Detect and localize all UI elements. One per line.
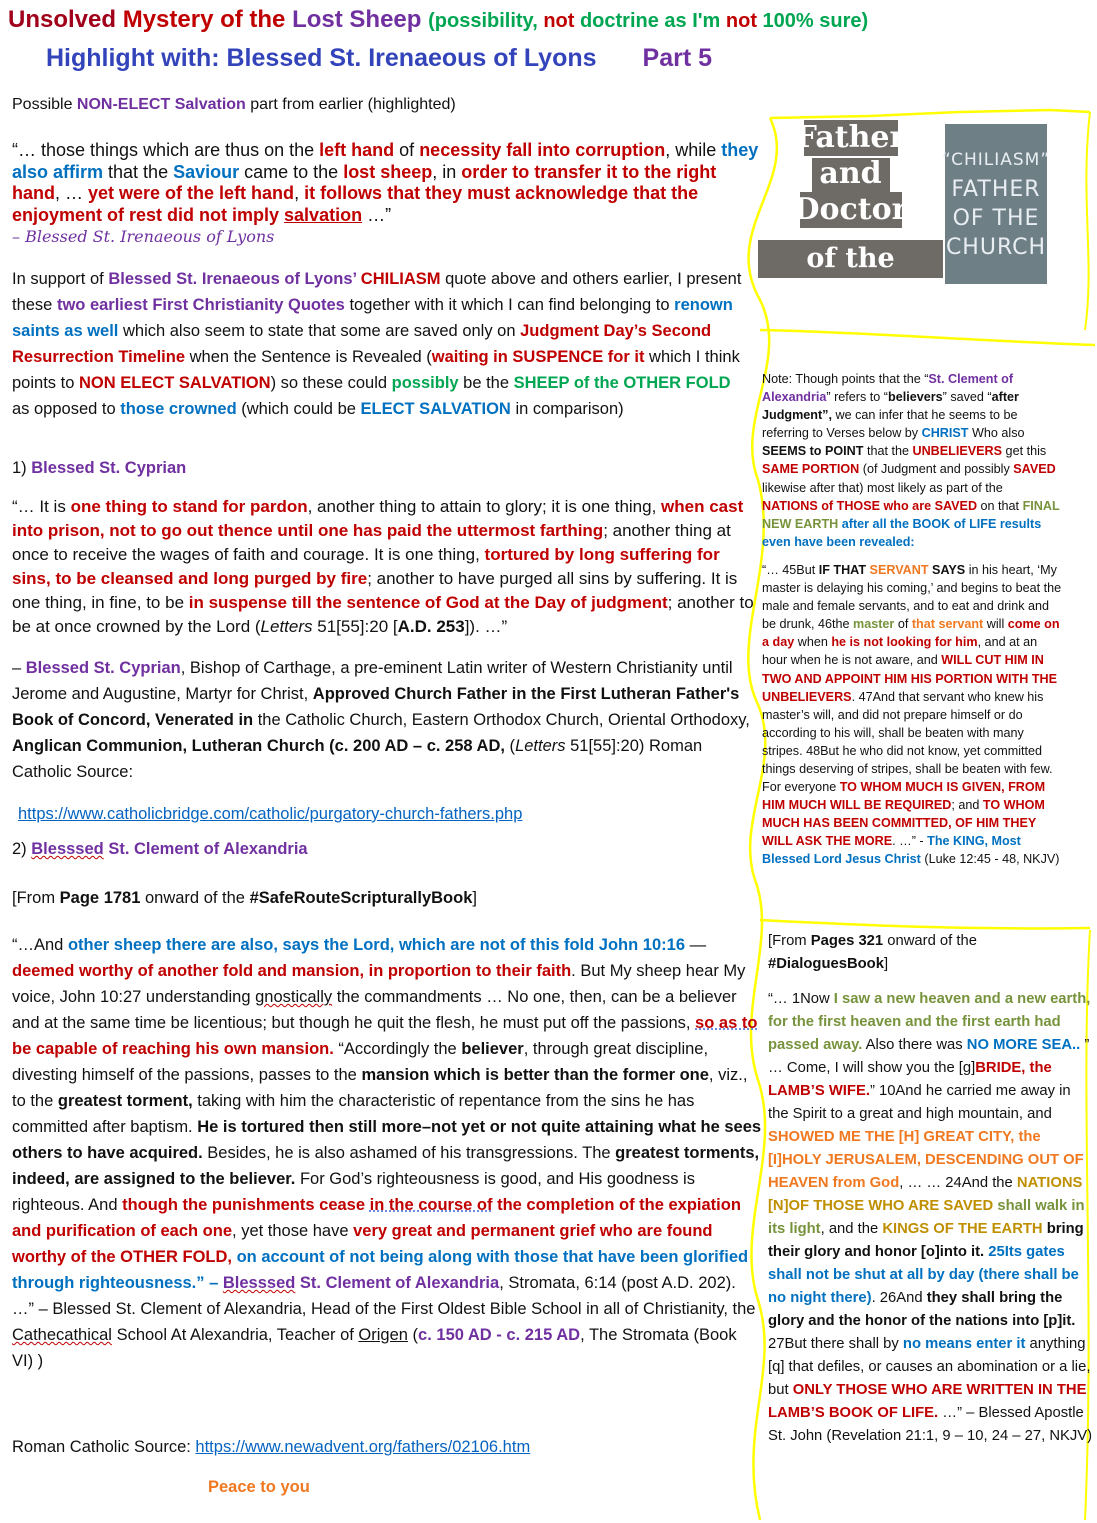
text: together with it which I can find belonging to	[344, 296, 675, 314]
text: , and at an hour when he is not aware, and	[762, 635, 1038, 668]
text: ) so these could	[270, 374, 392, 392]
text: Saviour	[173, 161, 240, 182]
text: Note: Though points that the “	[762, 372, 929, 386]
text: 1)	[12, 459, 32, 477]
text: , another thing to attain to glory; it is one thing,	[307, 497, 662, 516]
text: master	[853, 617, 895, 632]
text: be capable of reaching his own mansion.	[12, 1040, 334, 1058]
text: . 26And	[871, 1290, 927, 1306]
text: 51[55]:20 [	[312, 617, 398, 636]
text: St. Clement of Alexandria	[762, 372, 1014, 405]
text: Origen	[358, 1326, 408, 1344]
text: that the	[863, 444, 913, 459]
text: 25Its gates shall not be shut at all by day (there shall be no night there)	[768, 1244, 1079, 1306]
side-note-luke	[762, 370, 1062, 869]
text: very great and permanent grief who are found worthy of the OTHER FOLD,	[12, 1222, 713, 1266]
text: , yet those have	[232, 1222, 354, 1240]
text: two earliest First Christianity Quotes	[56, 296, 345, 314]
text: in his heart, ‘My master is delaying his coming,’ and begins to beat the male and female servants, and to eat and drink and be drunk, 46the	[762, 562, 1062, 632]
text: I saw a new heaven and a new earth, for the first heaven and the first earth had passed away.	[768, 991, 1091, 1053]
text: in the course of	[369, 1196, 493, 1214]
text: came to the	[239, 161, 344, 182]
text: NATIONS of THOSE who are SAVED	[762, 498, 978, 513]
text: Besides, he is also ashamed of his transgressions. The	[202, 1144, 616, 1162]
text: SAVED	[1013, 462, 1056, 477]
text: in comparison)	[510, 400, 624, 418]
text: left hand	[319, 140, 395, 160]
text: SAME PORTION	[762, 462, 860, 477]
text: lost sheep	[343, 161, 433, 182]
text: (Luke 12:45 - 48, NKJV)	[920, 852, 1060, 867]
text: one thing to stand for pardon	[70, 497, 308, 516]
text: on account of not being along with those that have been glorified through righteousness.	[12, 1248, 749, 1292]
text: NATIONS [N]OF THOSE WHO ARE SAVED	[768, 1175, 1083, 1214]
text: School At Alexandria, Teacher of	[111, 1326, 359, 1344]
text: TO WHOM MUCH HAS BEEN COMMITTED, OF HIM THEY WILL ASK THE MORE	[762, 798, 1045, 849]
text: get this	[1002, 444, 1047, 459]
text: it follows that they must acknowledge that the enjoyment of rest did not imply	[12, 183, 699, 225]
text: of	[394, 140, 420, 160]
text: ” 10And he carried me away in the Spirit to a great and high mountain, and	[768, 1083, 1071, 1122]
text: , and the	[820, 1221, 883, 1237]
text: , Bishop of Carthage, a pre-eminent Latin writer of Western Christianity until Jerome and Augustine, Martyr for Christ,	[12, 659, 733, 703]
text: A.D. 253	[397, 617, 465, 636]
text: they also affirm	[12, 140, 759, 182]
support-paragraph	[12, 266, 752, 422]
text: SEEMS to POINT	[762, 444, 864, 459]
text: believers	[888, 390, 943, 405]
text: ” –	[196, 1274, 223, 1292]
text: which also seem to state that some are saved only on	[118, 322, 521, 340]
cyprian-heading	[12, 455, 757, 481]
text: #DialoguesBook	[768, 956, 884, 972]
text: ; and	[951, 798, 983, 813]
text: Blessed St. Cyprian	[31, 459, 187, 477]
text: the completion of the expiation and purification of each one	[12, 1196, 741, 1240]
text: (	[407, 1326, 419, 1344]
text: ]). …”	[464, 617, 508, 636]
text: The KING, Most Blessed Lord Jesus Christ	[762, 834, 1021, 867]
text: Who also	[968, 426, 1025, 441]
text: “Accordingly the	[333, 1040, 462, 1058]
chiliasm-father-image	[941, 124, 1051, 284]
text: (which could be	[236, 400, 361, 418]
text: —	[685, 936, 707, 954]
text: mansion which is better than the former one	[361, 1066, 709, 1084]
clement-source-link[interactable]: https://www.newadvent.org/fathers/02106.htm	[195, 1438, 531, 1456]
text: , viz., to the	[12, 1066, 748, 1110]
text: bring their glory and honor [o]into it.	[768, 1221, 1084, 1260]
text: other sheep there are also, says the Lord, which are not of this fold John 10:16	[67, 936, 685, 954]
text: Blessed St. Cyprian	[25, 659, 181, 677]
text: that the	[103, 161, 174, 182]
text: NO MORE SEA..	[966, 1037, 1081, 1053]
title-part: doctrine as I'm	[579, 10, 726, 32]
text: after Judgment”,	[762, 390, 1019, 423]
text: He is tortured then still more–not yet or not quite attaining what he sees others to have acquired.	[12, 1118, 762, 1162]
text: UNBELIEVERS	[912, 444, 1003, 459]
title-part: 100% sure)	[762, 10, 869, 32]
text: For God’s righteousness is good, and His goodness is righteous. And	[12, 1170, 695, 1214]
text: “… It is	[12, 497, 71, 516]
text: NON-ELECT Salvation	[76, 96, 246, 113]
text: Blesssed	[31, 840, 104, 858]
text: yet were of the left hand	[88, 183, 295, 203]
text: of	[894, 617, 912, 632]
clement-from-line	[12, 885, 757, 911]
title-part: Mystery of the	[122, 6, 293, 33]
text: deemed worthy of another fold and mansion, in proportion to their faith	[12, 962, 572, 980]
text: SAYS	[928, 562, 966, 577]
text: . 47And that servant who knew his master’s will, and did not prepare himself or do according to his will, shall be beaten with many stripes. 48But he who did not know, yet committed things deserving of stripes, shall be beaten with few. For everyone	[762, 689, 1053, 795]
text: SERVANT	[869, 562, 929, 577]
text: …”	[362, 204, 392, 225]
text: shall walk in its light	[768, 1198, 1085, 1237]
text: St. Clement of Alexandria	[103, 840, 308, 858]
title-line-1	[8, 6, 868, 34]
text: we can infer that he seems to be referring to Verses below by	[762, 408, 1018, 441]
title-part-number: Part 5	[642, 44, 712, 72]
title-line-2	[46, 44, 712, 73]
image-word: CHURCH	[945, 235, 1047, 260]
text: as opposed to	[12, 400, 121, 418]
text: though the punishments cease	[122, 1196, 370, 1214]
text: St. Clement of Alexandria	[295, 1274, 500, 1292]
side-revelation	[768, 930, 1093, 1448]
text: the Catholic Church, Eastern Orthodox Church, Oriental Orthodoxy,	[253, 711, 750, 729]
text: , Stromata, 6:14 (post A.D. 202). …” – Blessed St. Clement of Alexandria, Head of the First Oldest Bible School in all of Christianity, the	[12, 1274, 756, 1318]
text: ]	[472, 889, 477, 907]
text: those crowned	[120, 400, 237, 418]
text: order to transfer it to the right hand	[12, 161, 717, 203]
quote-attribution: – Blessed St. Irenaeous of Lyons	[12, 227, 275, 246]
text: , while	[665, 140, 722, 160]
image-word: “CHILIASM”	[941, 150, 1051, 170]
text: that servant	[911, 617, 984, 632]
text: Page 1781	[59, 889, 141, 907]
text: waiting in SUSPENCE for it	[431, 348, 645, 366]
text: WILL CUT HIM IN TWO AND APPOINT HIM HIS PORTION WITH THE UNBELIEVERS	[762, 653, 1058, 704]
image-word: of the Church	[794, 243, 907, 336]
father-doctor-image	[758, 120, 943, 336]
text: BOOK of LIFE results even have been revealed:	[762, 516, 1042, 549]
text: [From	[768, 933, 811, 949]
text: the commandments … No one, then, can be a believer and at the same time be licentious; but though he quit the flesh, he must put off the passions,	[12, 988, 737, 1032]
text: Also there was	[862, 1037, 967, 1053]
text: believer	[461, 1040, 524, 1058]
intro-line	[12, 92, 757, 118]
text: , The Stromata (Book VI) )	[12, 1326, 737, 1370]
text: SHOWED ME THE [H] GREAT CITY, the [I]HOLY JERUSALEM, DESCENDING OUT OF HEAVEN from God	[768, 1129, 1084, 1191]
divider-line-top	[770, 110, 1090, 118]
text: Possible	[12, 96, 77, 113]
divider-line-lower	[760, 920, 1090, 928]
text: #SafeRouteScripturallyBook	[249, 889, 473, 907]
text: when	[794, 635, 832, 650]
text: Blessed St. Irenaeous of Lyons’	[108, 270, 361, 288]
text: in suspense till the sentence of God at the Day of judgment	[188, 593, 668, 612]
text: possibly	[391, 374, 459, 392]
text: (	[504, 737, 516, 755]
text: 51[55]:20) Roman Catholic Source:	[12, 737, 703, 781]
text: when cast into prison, not to go out thence until one has paid the uttermost farthing	[12, 497, 744, 540]
text: ” refers to “	[826, 390, 888, 405]
text: , …	[55, 183, 89, 203]
text: Pages 321	[810, 933, 884, 949]
text: onward of the	[140, 889, 250, 907]
text: KINGS OF THE EARTH	[882, 1221, 1043, 1237]
text: ” saved “	[942, 390, 992, 405]
image-word: FATHER	[951, 177, 1041, 202]
text: (of Judgment and possibly	[859, 462, 1014, 477]
text: ONLY THOSE WHO ARE WRITTEN IN THE LAMB’S BOOK OF LIFE.	[768, 1382, 1087, 1421]
text: BRIDE, the LAMB’S WIFE.	[768, 1060, 1052, 1099]
text: FINAL NEW EARTH	[762, 498, 1060, 531]
text: no means enter it	[902, 1336, 1026, 1352]
text: come on a day	[762, 617, 1060, 650]
text: Roman Catholic Source:	[12, 1438, 196, 1456]
text: taking with him the characteristic of repentance from the sins he has committed after baptism.	[12, 1092, 695, 1136]
text: tortured by long suffering for sins, to be cleansed and long purged by fire	[12, 545, 720, 588]
text: so as to	[695, 1014, 758, 1032]
text: [From	[12, 889, 60, 907]
text: Approved Church Father in the First Lutheran Father's Book of Concord, Venerated in	[12, 685, 740, 729]
text: “… those things which are thus on the	[12, 140, 320, 160]
text: anything [q] that defiles, or causes an abomination or a lie, but	[768, 1336, 1091, 1398]
text: In support of	[12, 270, 109, 288]
title-part: Lost Sheep	[292, 6, 429, 33]
text: be the	[458, 374, 514, 392]
text: . …” -	[892, 834, 928, 849]
text: greatest torments, indeed, are assigned to the believer.	[12, 1144, 760, 1188]
text: quote above and others earlier, I present these	[12, 270, 742, 314]
image-word: Father	[795, 120, 906, 155]
text: c. 150 AD - c. 215 AD	[418, 1326, 581, 1344]
text: when the Sentence is Revealed (	[185, 348, 432, 366]
text: ]	[883, 956, 889, 972]
text: he is not looking for him	[831, 635, 978, 650]
text: will	[983, 617, 1008, 632]
text: CHRIST	[921, 426, 969, 441]
text: 27But there shall by	[768, 1336, 903, 1352]
irenaeus-quote	[12, 140, 760, 248]
text: Judgment Day’s Second Resurrection Timeline	[12, 322, 712, 366]
text: NON ELECT SALVATION	[78, 374, 271, 392]
text: IF THAT	[818, 562, 870, 577]
cyprian-attribution	[12, 655, 764, 785]
text: which I think points to	[12, 348, 740, 392]
text: ; another to be at once crowned by the Lord (	[12, 593, 754, 636]
text: CHILIASM	[360, 270, 441, 288]
text: ; another to have purged all sins by suffering. It is one thing, in fine, to be	[12, 569, 738, 612]
title-part: (possibility,	[428, 10, 544, 32]
cyprian-source-row	[18, 801, 763, 827]
text: –	[12, 659, 26, 677]
cyprian-source-link[interactable]: https://www.catholicbridge.com/catholic/purgatory-church-fathers.php	[18, 805, 523, 823]
text: renown saints as well	[12, 296, 733, 340]
text: Cathecathical	[12, 1326, 112, 1344]
text: ELECT SALVATION	[360, 400, 511, 418]
text: onward of the	[883, 933, 977, 949]
text: gnostically	[255, 988, 333, 1006]
clement-quote	[12, 932, 762, 1374]
text: . But My sheep hear My voice, John 10:27 understanding	[12, 962, 746, 1006]
text: ” … Come, I will show you the [g]	[768, 1037, 1090, 1076]
text: , in	[432, 161, 462, 182]
cyprian-quote	[12, 495, 760, 639]
text: “… 45But	[762, 562, 819, 577]
text: Letters	[515, 737, 566, 755]
title-part: not	[543, 10, 580, 32]
text: part from earlier (highlighted)	[245, 96, 456, 113]
text: after all the	[838, 516, 913, 531]
text: likewise after that) most likely as part of the	[762, 480, 1003, 495]
text: “… 1Now	[768, 991, 834, 1007]
text: , … … 24And the	[899, 1175, 1017, 1191]
title-highlight: Highlight with: Blessed St. Irenaeous of Lyons	[46, 44, 597, 72]
clement-heading	[12, 836, 757, 862]
text: TO WHOM MUCH IS GIVEN, FROM HIM MUCH WILL BE REQUIRED	[762, 780, 1046, 813]
image-word: OF THE	[952, 206, 1040, 231]
text: Blesssed	[222, 1274, 296, 1292]
text: necessity fall into corruption	[419, 140, 666, 160]
text: “…And	[12, 936, 68, 954]
text: …” – Blessed Apostle St. John (Revelation 21:1, 9 – 10, 24 – 27, NKJV)	[768, 1405, 1093, 1444]
image-word: Doctor	[793, 192, 908, 227]
text: on that	[977, 498, 1023, 513]
text: ; another thing at once to receive the wages of faith and courage. It is one thing,	[12, 521, 731, 564]
title-part: Unsolved	[8, 6, 123, 33]
text: (c. 200 AD – c. 258 AD,	[324, 737, 505, 755]
text: salvation	[284, 204, 363, 225]
image-word: and	[819, 156, 882, 191]
text: greatest torment,	[57, 1092, 193, 1110]
text: ,	[294, 183, 305, 203]
text: Anglican Communion, Lutheran Church	[12, 737, 325, 755]
text: 2)	[12, 840, 32, 858]
closing-peace: Peace to you	[208, 1478, 310, 1496]
title-part: not	[725, 10, 763, 32]
clement-source-row	[12, 1434, 757, 1460]
text: SHEEP of the OTHER FOLD	[513, 374, 731, 392]
text: Letters	[260, 617, 313, 636]
text: they shall bring the glory and the honor of the nations into [p]it.	[768, 1290, 1076, 1329]
text: , through great discipline, divesting himself of the passions, passes to the	[12, 1040, 709, 1084]
